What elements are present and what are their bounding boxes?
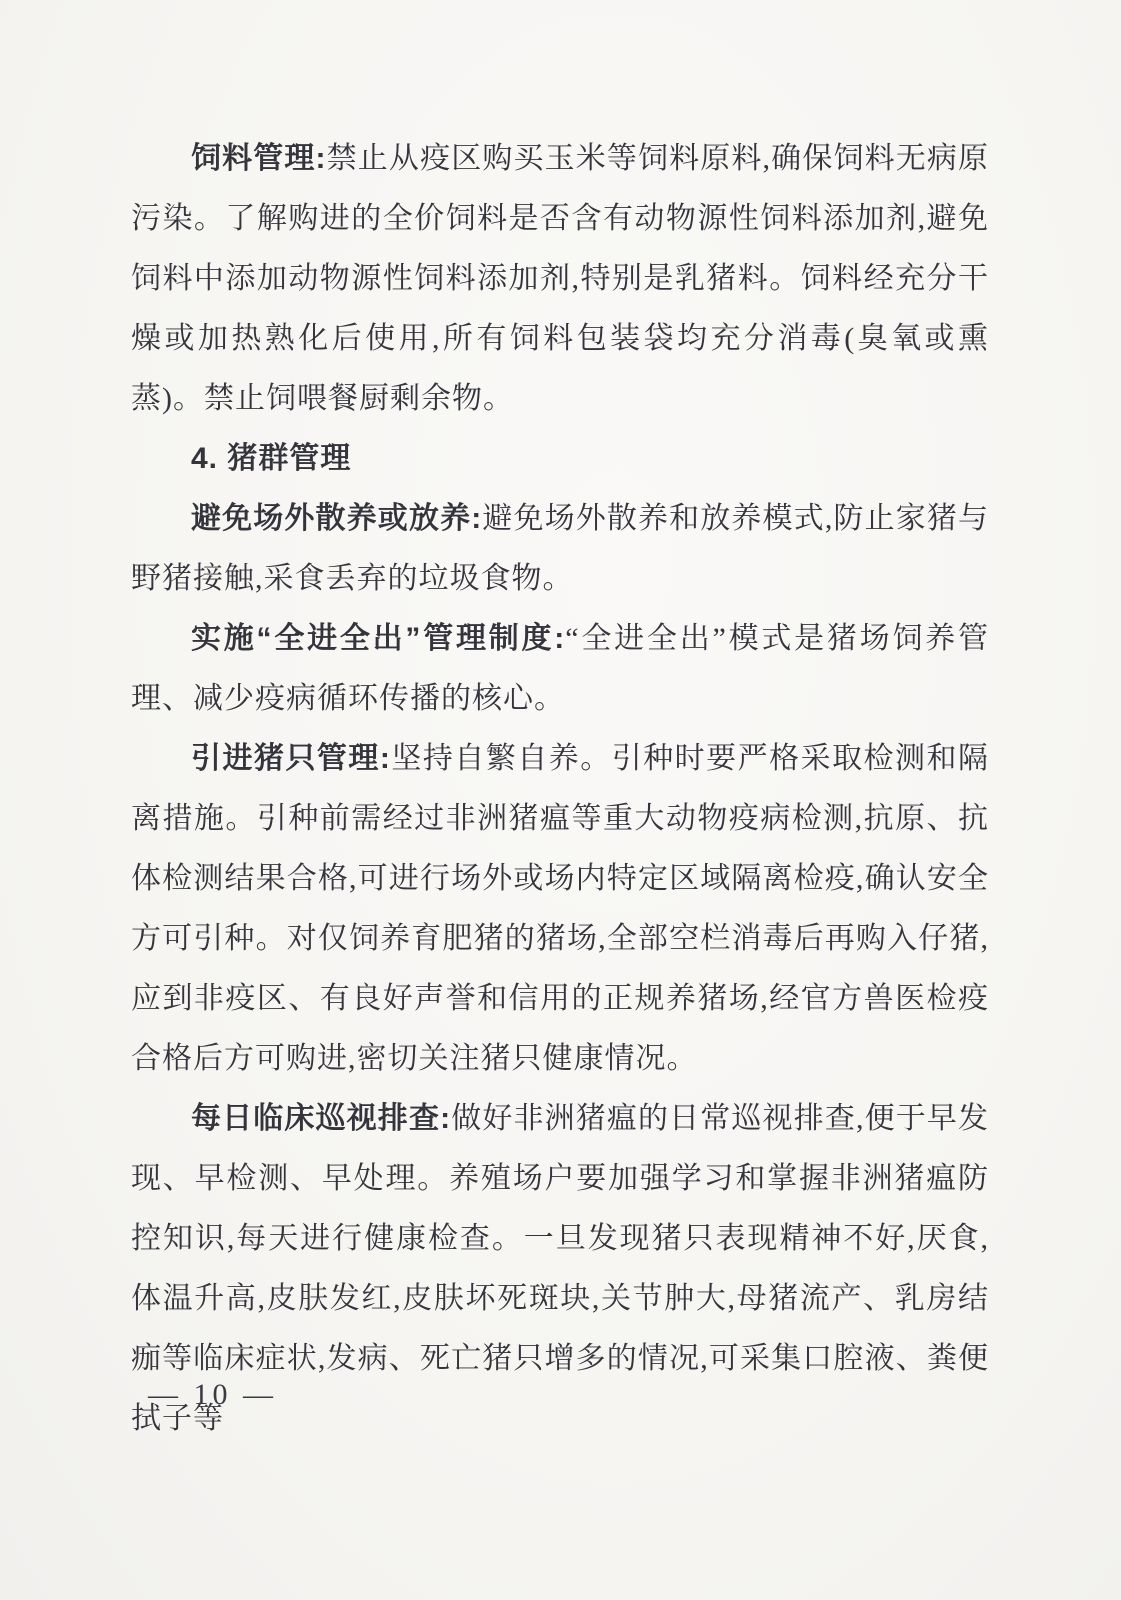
paragraph-lead-feed-management: 饲料管理: bbox=[191, 142, 327, 175]
paragraph-lead-daily-inspection: 每日临床巡视排查: bbox=[191, 1102, 452, 1135]
paragraph-pig-introduction bbox=[131, 729, 989, 1089]
paragraph-text-daily-inspection: 做好非洲猪瘟的日常巡视排查,便于早发现、早检测、早处理。养殖场户要加强学习和掌握非洲猪瘟防控知识,每天进行健康检查。一旦发现猪只表现精神不好,厌食,体温升高,皮肤发红,皮肤坏死斑块,关节肿大,母猪流产、乳房结痂等临床症状,发病、死亡猪只增多的情况,可采集口腔液、粪便拭子等 bbox=[131, 1102, 990, 1435]
page-number: — 10 — bbox=[148, 1378, 277, 1411]
paragraph-text-free-range-avoidance: 避免场外散养和放养模式,防止家猪与野猪接触,采食丢弃的垃圾食物。 bbox=[131, 502, 989, 595]
paragraph-all-in-all-out bbox=[131, 609, 989, 729]
paragraph-feed-management bbox=[131, 129, 989, 429]
paragraph-text-feed-management: 禁止从疫区购买玉米等饲料原料,确保饲料无病原污染。了解购进的全价饲料是否含有动物源性饲料添加剂,避免饲料中添加动物源性饲料添加剂,特别是乳猪料。饲料经充分干燥或加热熟化后使用,所有饲料包装袋均充分消毒(臭氧或熏蒸)。禁止饲喂餐厨剩余物。 bbox=[131, 142, 989, 415]
document-body bbox=[131, 129, 989, 1449]
page-footer bbox=[148, 1378, 277, 1412]
paragraph-lead-free-range-avoidance: 避免场外散养或放养: bbox=[191, 502, 483, 535]
paragraph-text-all-in-all-out: “全进全出”模式是猪场饲养管理、减少疫病循环传播的核心。 bbox=[131, 622, 989, 715]
paragraph-free-range-avoidance bbox=[131, 489, 989, 609]
paragraph-lead-all-in-all-out: 实施“全进全出”管理制度: bbox=[191, 622, 566, 655]
paragraph-lead-pig-introduction: 引进猪只管理: bbox=[191, 742, 391, 775]
paragraph-text-pig-introduction: 坚持自繁自养。引种时要严格采取检测和隔离措施。引种前需经过非洲猪瘟等重大动物疫病检测,抗原、抗体检测结果合格,可进行场外或场内特定区域隔离检疫,确认安全方可引种。对仅饲养育肥猪的猪场,全部空栏消毒后再购入仔猪,应到非疫区、有良好声誉和信用的正规养猪场,经官方兽医检疫合格后方可购进,密切关注猪只健康情况。 bbox=[131, 742, 989, 1075]
section-heading-pig-herd-management: 4. 猪群管理 bbox=[191, 442, 352, 475]
